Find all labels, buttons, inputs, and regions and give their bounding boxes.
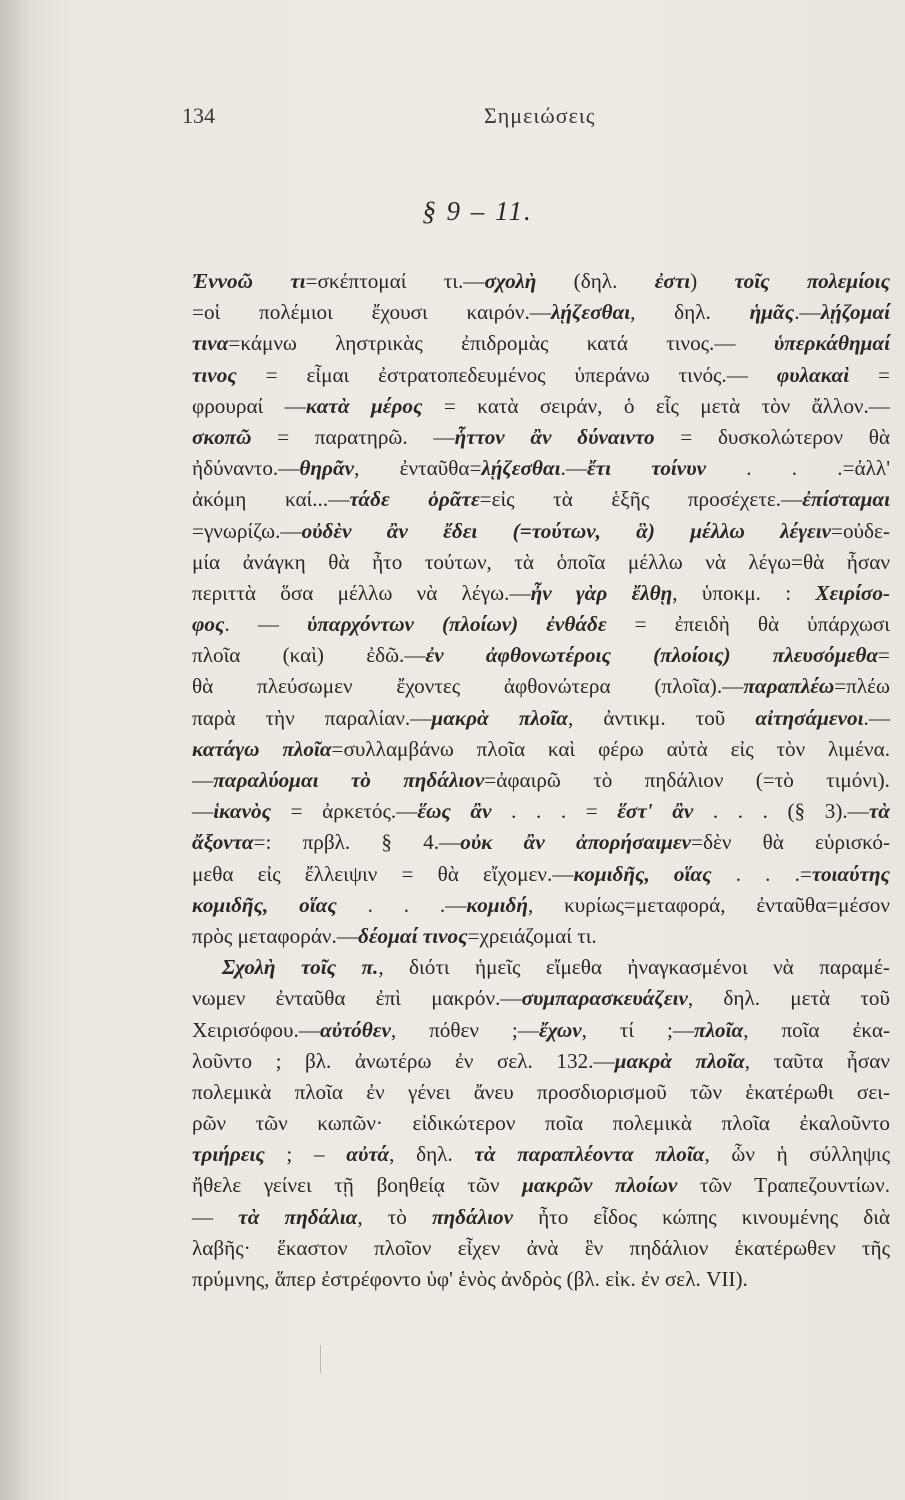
gloss-text: πρύμνης, ἅπερ ἐστρέφοντο ὑφ' ἑνὸς ἀνδρὸς (βλ. εἰκ. ἐν σελ. VII). — [192, 1267, 748, 1291]
section-heading: § 9 – 11. — [422, 196, 533, 226]
gloss-text: , πόθεν ;— — [390, 1017, 539, 1042]
gloss-text: =δὲν θὰ εὑρισκό- — [691, 830, 891, 855]
lemma-term: σχολὴ — [484, 269, 537, 293]
gloss-text: = κατὰ σειράν, ὁ εἷς μετὰ τὸν ἄλλον.— — [422, 393, 890, 418]
lemma-term: ἔτι τοίνυν — [587, 456, 706, 481]
gloss-text: .— — [560, 456, 587, 481]
gloss-text: , διότι ἡμεῖς εἴμεθα ἠναγκασμένοι νὰ παραμέ- — [378, 955, 890, 980]
gloss-text: παρὰ τὴν παραλίαν.— — [192, 705, 432, 730]
text-line — [192, 453, 890, 484]
gloss-text: — — [192, 1204, 239, 1229]
lemma-term: λῄζομαί — [820, 300, 890, 325]
lemma-term: τινα — [192, 331, 229, 356]
margin-mark — [320, 1345, 321, 1373]
lemma-term: ἕστ' ἂν — [617, 799, 694, 824]
lemma-term: τριήρεις — [192, 1142, 265, 1167]
text-line — [192, 703, 890, 734]
lemma-term: συμπαρασκευάζειν — [521, 986, 688, 1011]
lemma-term: τάδε ὁρᾶτε — [349, 487, 480, 512]
lemma-term: αὐτά — [346, 1142, 390, 1167]
gloss-text: , δηλ. μετὰ τοῦ — [687, 986, 890, 1011]
text-line — [192, 1046, 890, 1077]
gloss-text: λαβῆς· ἕκαστον πλοῖον εἶχεν ἀνὰ ἓν πηδάλιον ἑκατέρωθεν τῆς — [192, 1235, 890, 1260]
gloss-text: = ἐπειδὴ θὰ ὑπάρχωσι — [606, 612, 891, 637]
gloss-text: =σκέπτομαί τι.— — [305, 269, 485, 293]
lemma-term: ἐστι — [654, 269, 691, 293]
gloss-text: , τί ;— — [581, 1017, 695, 1042]
text-line — [192, 921, 890, 952]
gloss-text: , ποῖα ἐκα- — [743, 1017, 890, 1042]
gloss-text: , ἀντικμ. τοῦ — [568, 705, 756, 730]
lemma-term: παραπλέω — [743, 674, 835, 699]
gloss-text: ἠδύναντο.— — [192, 456, 300, 481]
gloss-text: . . . = — [491, 799, 618, 824]
gloss-text: περιττὰ ὅσα μέλλω νὰ λέγω.— — [192, 580, 531, 605]
text-line — [192, 1202, 890, 1233]
text-line — [192, 422, 890, 453]
text-line — [192, 796, 890, 827]
lemma-term: λῄζεσθαι — [551, 300, 631, 325]
text-line — [192, 328, 890, 359]
lemma-term: ὑπερκάθημαί — [773, 331, 890, 356]
lemma-term: τοῖς πολεμίοις — [734, 269, 891, 293]
text-line — [192, 360, 890, 391]
text-line — [192, 1139, 890, 1170]
gloss-text: (δηλ. — [536, 269, 655, 293]
text-line — [192, 1264, 890, 1295]
gloss-text: =χρειάζομαί τι. — [467, 923, 597, 948]
gloss-text: ἤθελε γείνει τῇ βοηθείᾳ τῶν — [192, 1173, 523, 1198]
text-line — [192, 1015, 890, 1046]
lemma-term: λῄζεσθαι — [481, 456, 561, 481]
running-head — [0, 103, 905, 133]
notes-body — [192, 266, 890, 1295]
lemma-term: ἐν ἀφθονωτέροις (πλοίοις) πλευσόμεθα — [425, 643, 879, 668]
gloss-text: . . .= — [711, 861, 812, 886]
lemma-term: Σχολὴ τοῖς π. — [222, 955, 379, 980]
lemma-term: αἰτησάμενοι — [755, 705, 864, 730]
lemma-term: σκοπῶ — [192, 424, 252, 449]
text-line — [192, 983, 890, 1014]
gloss-text: πλοῖα (καὶ) ἐδῶ.— — [192, 643, 426, 668]
gloss-text: ἦτο εἶδος κώπης κινουμένης διὰ — [513, 1204, 891, 1229]
lemma-term: παραλύομαι τὸ πηδάλιον — [213, 768, 485, 792]
gloss-text: =πλέω — [834, 674, 890, 699]
lemma-term: ἐπίσταμαι — [802, 487, 890, 512]
text-line — [192, 859, 890, 890]
text-line — [192, 952, 890, 983]
gloss-text: .— — [863, 705, 890, 730]
gloss-text: = — [849, 362, 890, 387]
text-line — [192, 1170, 890, 1201]
text-line — [192, 484, 890, 515]
lemma-term: φυλακαὶ — [776, 362, 850, 387]
text-line — [192, 765, 890, 796]
text-line — [192, 516, 890, 547]
gloss-text: . . .=ἀλλ' — [706, 456, 891, 481]
text-line — [192, 266, 890, 297]
lemma-term: φος — [192, 612, 225, 637]
gloss-text: =ἀφαιρῶ τὸ πηδάλιον (=τὸ τιμόνι). — [484, 768, 890, 792]
lemma-term: οὐδὲν ἂν ἔδει (=τούτων, ἃ) μέλλω λέγειν — [301, 518, 832, 543]
gloss-text: = δυσκολώτερον θὰ — [654, 424, 890, 449]
lemma-term: κομιδῆς, οἵας — [573, 861, 712, 886]
text-line — [192, 640, 890, 671]
running-title: Σημειώσεις — [484, 103, 596, 128]
gloss-text: =συλλαμβάνω πλοῖα καὶ φέρω αὐτὰ εἰς τὸν λιμένα. — [331, 736, 890, 761]
gloss-text: ; – — [264, 1142, 347, 1167]
gloss-text: θὰ πλεύσωμεν ἔχοντες ἀφθονώτερα (πλοῖα).— — [192, 674, 744, 699]
text-line — [192, 609, 890, 640]
gloss-text: , κυρίως=μεταφορά, ἐνταῦθα=μέσον — [527, 892, 890, 917]
gloss-text: =εἰς τὰ ἑξῆς προσέχετε.— — [479, 487, 803, 512]
lemma-term: ἔχων — [539, 1017, 582, 1042]
text-line — [192, 578, 890, 609]
page-number: 134 — [182, 103, 215, 128]
lemma-term: Ἐννοῶ τι — [192, 269, 306, 293]
text-line — [192, 547, 890, 578]
text-line — [192, 297, 890, 328]
gloss-text: =: πρβλ. § 4.— — [253, 830, 461, 855]
gloss-text: ρῶν τῶν κωπῶν· εἰδικώτερον ποῖα πολεμικὰ πλοῖα ἐκαλοῦντο — [192, 1111, 890, 1136]
lemma-term: δέομαί τινος — [357, 923, 468, 948]
gloss-text: πολεμικὰ πλοῖα ἐν γένει ἄνευ προσδιορισμοῦ τῶν ἑκατέρωθι σει- — [192, 1079, 890, 1104]
gloss-text: μεθα εἰς ἔλλειψιν = θὰ εἴχομεν.— — [192, 861, 574, 886]
gloss-text: = ἀρκετός.— — [271, 799, 418, 824]
lemma-term: τινος — [192, 362, 237, 387]
gloss-text: . — — [224, 612, 307, 637]
gloss-text: , δηλ. — [630, 300, 750, 325]
lemma-term: Χειρίσο- — [815, 580, 890, 605]
lemma-term: ἦν γὰρ ἔλθῃ — [530, 580, 673, 605]
gloss-text: =γνωρίζω.— — [192, 518, 302, 543]
text-line — [192, 827, 890, 858]
gloss-text: , ἐνταῦθα= — [354, 456, 482, 481]
lemma-term: οὐκ ἂν ἀπορήσαιμεν — [460, 830, 692, 855]
lemma-term: τὰ πηδάλια — [238, 1204, 358, 1229]
text-line — [192, 391, 890, 422]
text-line — [192, 1233, 890, 1264]
text-line — [192, 890, 890, 921]
gloss-text: — — [192, 799, 214, 824]
lemma-term: ἄξοντα — [192, 830, 254, 855]
gloss-text: = — [878, 643, 890, 668]
lemma-term: ἧττον ἂν δύναιντο — [454, 424, 655, 449]
text-line — [192, 734, 890, 765]
gloss-text: Χειρισόφου.— — [192, 1017, 320, 1042]
text-line — [192, 1077, 890, 1108]
gloss-text: φρουραί — — [192, 393, 306, 418]
gloss-text: =κάμνω ληστρικὰς ἐπιδρομὰς κατά τινος.— — [228, 331, 774, 356]
lemma-term: μακρῶν πλοίων — [522, 1173, 678, 1198]
lemma-term: ὑπαρχόντων (πλοίων) ἐνθάδε — [306, 612, 607, 637]
lemma-term: μακρὰ πλοῖα — [614, 1048, 745, 1073]
gloss-text: , ὧν ἡ σύλληψις — [704, 1142, 891, 1167]
lemma-term: τὰ παραπλέοντα πλοῖα — [474, 1142, 705, 1167]
lemma-term: κατάγω πλοῖα — [192, 736, 332, 761]
gloss-text: . . .— — [336, 892, 467, 917]
gloss-text: πρὸς μεταφοράν.— — [192, 923, 358, 948]
gloss-text: =οὐδε- — [831, 518, 890, 543]
gloss-text: , τὸ — [357, 1204, 432, 1229]
lemma-term: κομιδή — [466, 892, 528, 917]
gloss-text: = εἶμαι ἐστρατοπεδευμένος ὑπεράνω τινός.— — [236, 362, 777, 387]
lemma-term: τὰ — [868, 799, 890, 824]
lemma-term: ἕως ἂν — [417, 799, 492, 824]
lemma-term: ἡμᾶς — [749, 300, 795, 325]
gloss-text: τῶν Τραπεζουντίων. — [677, 1173, 890, 1198]
gloss-text: , ὑποκμ. : — [672, 580, 816, 605]
text-line — [192, 671, 890, 702]
lemma-term: ἱκανὸς — [213, 799, 272, 824]
lemma-term: θηρᾶν — [299, 456, 355, 481]
text-line — [192, 1108, 890, 1139]
gloss-text: ἀκόμη καί...— — [192, 487, 350, 512]
gloss-text: , ταῦτα ἦσαν — [744, 1048, 890, 1073]
gloss-text: , δηλ. — [389, 1142, 475, 1167]
lemma-term: κατὰ μέρος — [305, 393, 423, 418]
lemma-term: μακρὰ πλοῖα — [431, 705, 569, 730]
gloss-text: ) — [690, 269, 735, 293]
gloss-text: = παρατηρῶ. — — [251, 424, 455, 449]
lemma-term: αὐτόθεν — [319, 1017, 391, 1042]
gloss-text: — — [192, 768, 214, 792]
gloss-text: λοῦντο ; βλ. ἀνωτέρω ἐν σελ. 132.— — [192, 1048, 615, 1073]
gloss-text: νωμεν ἐνταῦθα ἐπὶ μακρόν.— — [192, 986, 522, 1011]
lemma-term: πηδάλιον — [431, 1204, 513, 1229]
gloss-text: . . . (§ 3).— — [693, 799, 869, 824]
lemma-term: πλοῖα — [694, 1017, 744, 1042]
gloss-text: μία ἀνάγκη θὰ ἦτο τούτων, τὰ ὁποῖα μέλλω νὰ λέγω=θὰ ἦσαν — [192, 549, 890, 574]
gloss-text: =οἱ πολέμιοι ἔχουσι καιρόν.— — [192, 300, 551, 325]
gloss-text: .— — [794, 300, 821, 325]
lemma-term: τοιαύτης — [811, 861, 891, 886]
lemma-term: κομιδῆς, οἵας — [192, 892, 337, 917]
